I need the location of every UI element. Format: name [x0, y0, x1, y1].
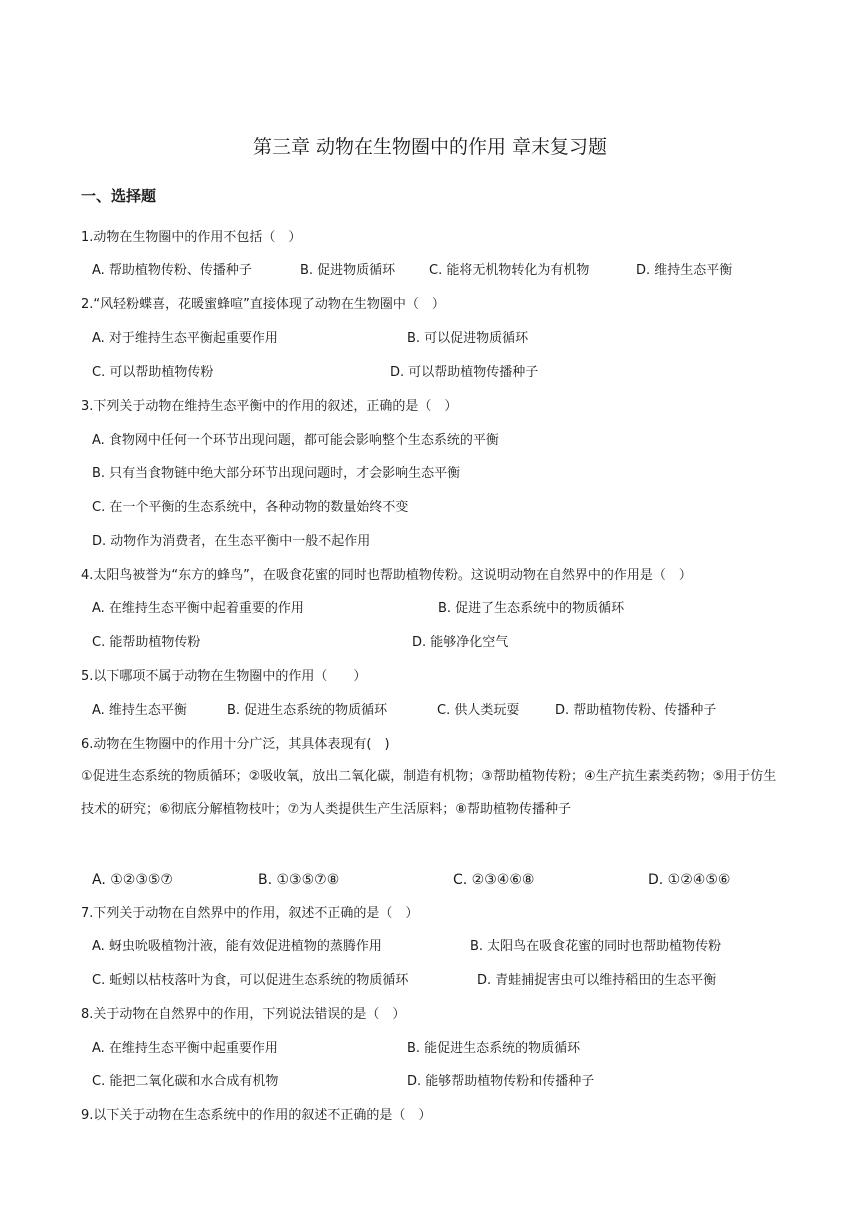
- option-b: B. 促进了生态系统中的物质循环: [438, 601, 625, 616]
- option-b: B. 促进生态系统的物质循环: [227, 703, 388, 718]
- option-c: C. 蚯蚓以枯枝落叶为食，可以促进生态系统的物质循环: [92, 973, 409, 988]
- option-b: B. 只有当食物链中绝大部分环节出现问题时，才会影响生态平衡: [92, 466, 461, 481]
- question-stem: 2.“风轻粉蝶喜，花暖蜜蜂喧”直接体现了动物在生物圈中（ ）: [81, 297, 445, 312]
- option-b: B. 可以促进物质循环: [407, 331, 529, 346]
- option-c: C. 在一个平衡的生态系统中，各种动物的数量始终不变: [92, 500, 409, 515]
- option-a: A. 在维持生态平衡中起重要作用: [92, 1041, 278, 1056]
- option-c: C. 能帮助植物传粉: [92, 635, 201, 650]
- option-a: A. 在维持生态平衡中起着重要的作用: [92, 601, 304, 616]
- option-d: D. 动物作为消费者，在生态平衡中一般不起作用: [92, 534, 371, 549]
- option-b: B. 能促进生态系统的物质循环: [407, 1041, 581, 1056]
- option-c: C. 供人类玩耍: [437, 703, 520, 718]
- option-a: A. ①②③⑤⑦: [92, 872, 173, 888]
- option-d: D. 维持生态平衡: [636, 263, 733, 278]
- question-stem: 9.以下关于动物在生态系统中的作用的叙述不正确的是（ ）: [81, 1108, 432, 1123]
- option-c: C. 可以帮助植物传粉: [92, 365, 214, 380]
- question-stem: 3.下列关于动物在维持生态平衡中的作用的叙述，正确的是（ ）: [81, 399, 458, 414]
- option-c: C. 能将无机物转化为有机物: [429, 263, 590, 278]
- option-c: C. ②③④⑥⑧: [453, 872, 535, 888]
- question-stem: 7.下列关于动物在自然界中的作用，叙述不正确的是（ ）: [81, 906, 419, 921]
- question-stem: 1.动物在生物圈中的作用不包括（ ）: [81, 230, 302, 245]
- question-paragraph: ①促进生态系统的物质循环；②吸收氧，放出二氧化碳，制造有机物；③帮助植物传粉；④生产抗生素类药物；⑤用于仿生技术的研究；⑥彻底分解植物枝叶；⑦为人类提供生产生活原料；⑧帮助植物传播种子: [81, 769, 777, 817]
- option-d: D. 青蛙捕捉害虫可以维持稻田的生态平衡: [477, 973, 717, 988]
- option-b: B. ①③⑤⑦⑧: [258, 872, 340, 888]
- option-d: D. 能够帮助植物传粉和传播种子: [407, 1074, 595, 1089]
- document-title: 第三章 动物在生物圈中的作用 章末复习题: [252, 136, 608, 158]
- option-c: C. 能把二氧化碳和水合成有机物: [92, 1074, 279, 1089]
- section-heading: 一、选择题: [81, 187, 157, 205]
- option-a: A. 帮助植物传粉、传播种子: [92, 263, 252, 278]
- option-d: D. 帮助植物传粉、传播种子: [555, 703, 717, 718]
- option-b: B. 太阳鸟在吸食花蜜的同时也帮助植物传粉: [470, 939, 722, 954]
- option-d: D. ①②④⑤⑥: [648, 872, 731, 888]
- option-a: A. 食物网中任何一个环节出现问题，都可能会影响整个生态系统的平衡: [92, 433, 499, 448]
- option-d: D. 可以帮助植物传播种子: [390, 365, 539, 380]
- question-stem: 6.动物在生物圈中的作用十分广泛，其具体表现有( ): [81, 737, 390, 752]
- option-a: A. 对于维持生态平衡起重要作用: [92, 331, 278, 346]
- option-a: A. 蚜虫吮吸植物汁液，能有效促进植物的蒸腾作用: [92, 939, 382, 954]
- option-a: A. 维持生态平衡: [92, 703, 187, 718]
- option-b: B. 促进物质循环: [300, 263, 396, 278]
- question-stem: 5.以下哪项不属于动物在生物圈中的作用（ ）: [81, 669, 367, 684]
- question-stem: 8.关于动物在自然界中的作用，下列说法错误的是（ ）: [81, 1007, 406, 1022]
- question-stem: 4.太阳鸟被誉为“东方的蜂鸟”，在吸食花蜜的同时也帮助植物传粉。这说明动物在自然界中的作用是（ ）: [81, 568, 692, 583]
- option-d: D. 能够净化空气: [412, 635, 509, 650]
